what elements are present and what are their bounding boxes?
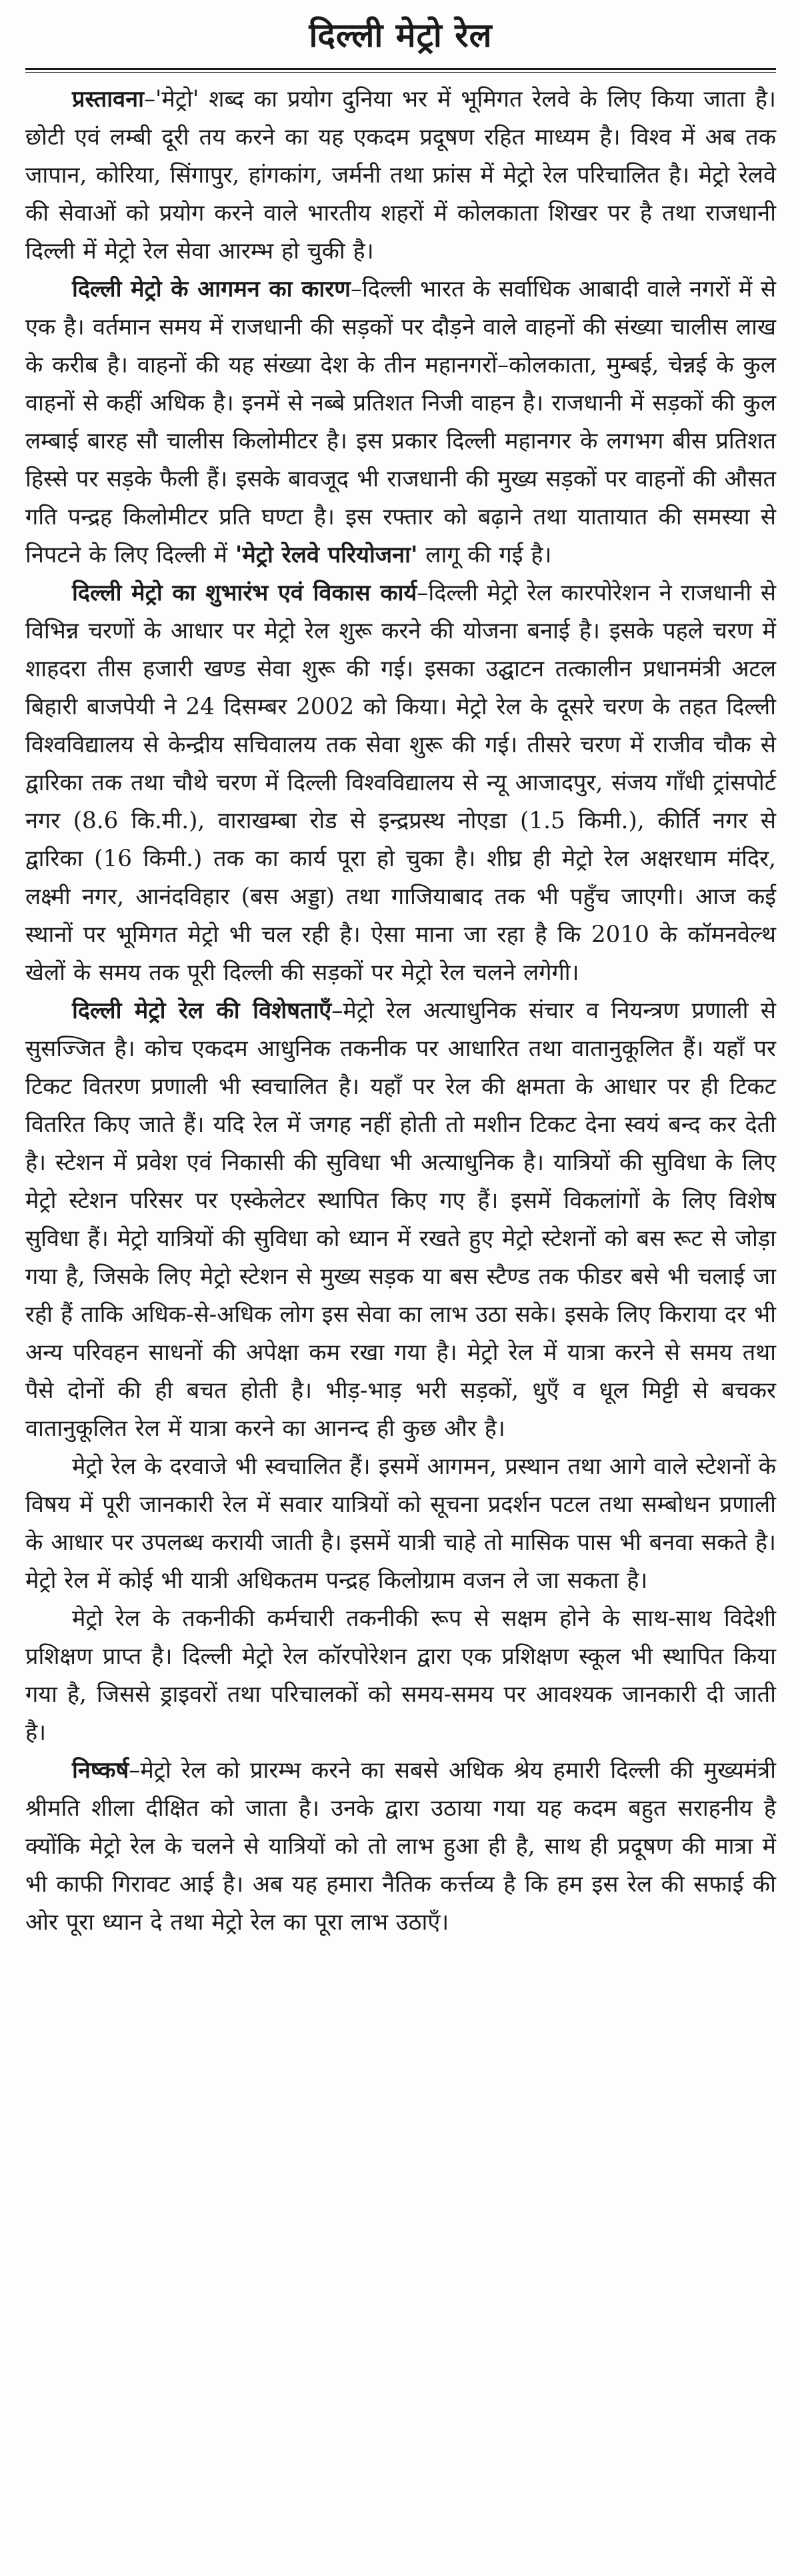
- paragraph-launch-development: [25, 574, 776, 992]
- paragraph-doors: [25, 1448, 776, 1600]
- paragraph-heading: दिल्ली मेट्रो का शुभारंभ एवं विकास कार्य: [72, 580, 417, 606]
- paragraph-text: –मेट्रो रेल अत्याधुनिक संचार व नियन्त्रण प्रणाली से सुसज्जित है। कोच एकदम आधुनिक तकनीक पर आधारित तथा वातानुकूलित हैं। यहाँ पर टिकट वितरण प्रणाली भी स्वचालित है। यहाँ पर रेल की क्षमता के आधार पर ही टिकट वितरित किए जाते हैं। यदि रेल में जगह नहीं होती तो मशीन टिकट देना स्वयं बन्द कर देती है। स्टेशन में प्रवेश एवं निकासी की सुविधा भी अत्याधुनिक है। यात्रियों की सुविधा के लिए मेट्रो स्टेशन परिसर पर एस्केलेटर स्थापित किए गए हैं। इसमें विकलांगों के लिए विशेष सुविधा हैं। मेट्रो यात्रियों की सुविधा को ध्यान में रखते हुए मेट्रो स्टेशनों को बस रूट से जोड़ा गया है, जिसके लिए मेट्रो स्टेशन से मुख्य सड़क या बस स्टैण्ड तक फीडर बसे भी चलाई जा रही हैं ताकि अधिक-से-अधिक लोग इस सेवा का लाभ उठा सके। इसके लिए किराया दर भी अन्य परिवहन साधनों की अपेक्षा कम रखा गया है। मेट्रो रेल में यात्रा करने से समय तथा पैसे दोनों की ही बचत होती है। भीड़-भाड़ भरी सड़कों, धुएँ व धूल मिट्टी से बचकर वातानुकूलित रेल में यात्रा करने का आनन्द ही कुछ और है।: [25, 997, 776, 1442]
- paragraph-introduction: [25, 81, 776, 271]
- page-title: दिल्ली मेट्रो रेल: [309, 16, 493, 55]
- paragraph-features: [25, 992, 776, 1448]
- paragraph-heading: दिल्ली मेट्रो के आगमन का कारण: [72, 276, 351, 303]
- paragraph-text: –'मेट्रो' शब्द का प्रयोग दुनिया भर में भूमिगत रेलवे के लिए किया जाता है। छोटी एवं लम्बी दूरी तय करने का यह एकदम प्रदूषण रहित माध्यम है। विश्व में अब तक जापान, कोरिया, सिंगापुर, हांगकांग, जर्मनी तथा फ्रांस में मेट्रो रेल परिचालित है। मेट्रो रेलवे की सेवाओं को प्रयोग करने वाले भारतीय शहरों में कोलकाता शिखर पर है तथा राजधानी दिल्ली में मेट्रो रेल सेवा आरम्भ हो चुकी है।: [25, 86, 776, 265]
- title-divider: [25, 68, 776, 73]
- paragraph-heading: प्रस्तावना: [72, 86, 144, 113]
- paragraph-staff: [25, 1600, 776, 1752]
- paragraph-heading: निष्कर्ष: [72, 1757, 129, 1784]
- paragraph-heading: दिल्ली मेट्रो रेल की विशेषताएँ: [72, 997, 332, 1024]
- paragraph-text: मेट्रो रेल के तकनीकी कर्मचारी तकनीकी रूप से सक्षम होने के साथ-साथ विदेशी प्रशिक्षण प्राप्त है। दिल्ली मेट्रो रेल कॉरपोरेशन द्वारा एक प्रशिक्षण स्कूल भी स्थापित किया गया है, जिससे ड्राइवरों तथा परिचालकों को समय-समय पर आवश्यक जानकारी दी जाती है।: [25, 1605, 776, 1746]
- paragraph-bold-phrase: 'मेट्रो रेलवे परियोजना': [235, 542, 418, 568]
- paragraph-conclusion: [25, 1752, 776, 1942]
- paragraph-text-after: लागू की गई है।: [417, 542, 552, 568]
- paragraph-text: मेट्रो रेल के दरवाजे भी स्वचालित हैं। इसमें आगमन, प्रस्थान तथा आगे वाले स्टेशनों के विषय में पूरी जानकारी रेल में सवार यात्रियों को सूचना प्रदर्शन पटल तथा सम्बोधन प्रणाली के आधार पर उपलब्ध करायी जाती है। इसमें यात्री चाहे तो मासिक पास भी बनवा सकते है। मेट्रो रेल में कोई भी यात्री अधिकतम पन्द्रह किलोग्राम वजन ले जा सकता है।: [25, 1453, 776, 1594]
- paragraph-text: –मेट्रो रेल को प्रारम्भ करने का सबसे अधिक श्रेय हमारी दिल्ली की मुख्यमंत्री श्रीमति शीला दीक्षित को जाता है। उनके द्वारा उठाया गया यह कदम बहुत सराहनीय है क्योंकि मेट्रो रेल के चलने से यात्रियों को तो लाभ हुआ ही है, साथ ही प्रदूषण की मात्रा में भी काफी गिरावट आई है। अब यह हमारा नैतिक कर्त्तव्य है कि हम इस रेल की सफाई की ओर पूरा ध्यान दे तथा मेट्रो रेल का पूरा लाभ उठाएँ।: [25, 1757, 776, 1936]
- paragraph-text: –दिल्ली भारत के सर्वाधिक आबादी वाले नगरों में से एक है। वर्तमान समय में राजधानी की सड़कों पर दौड़ने वाले वाहनों की संख्या चालीस लाख के करीब है। वाहनों की यह संख्या देश के तीन महानगरों–कोलकाता, मुम्बई, चेन्नई के कुल वाहनों से कहीं अधिक है। इनमें से नब्बे प्रतिशत निजी वाहन है। राजधानी में सड़कों की कुल लम्बाई बारह सौ चालीस किलोमीटर है। इस प्रकार दिल्ली महानगर के लगभग बीस प्रतिशत हिस्से पर सड़के फैली हैं। इसके बावजूद भी राजधानी की मुख्य सड़कों पर वाहनों की औसत गति पन्द्रह किलोमीटर प्रति घण्टा है। इस रफ्तार को बढ़ाने तथा यातायात की समस्या से निपटने के लिए दिल्ली में: [25, 276, 776, 568]
- paragraph-reason: [25, 271, 776, 574]
- paragraph-text: –दिल्ली मेट्रो रेल कारपोरेशन ने राजधानी से विभिन्न चरणों के आधार पर मेट्रो रेल शुरू करने की योजना बनाई है। इसके पहले चरण में शाहदरा तीस हजारी खण्ड सेवा शुरू की गई। इसका उद्घाटन तत्कालीन प्रधानमंत्री अटल बिहारी बाजपेयी ने 24 दिसम्बर 2002 को किया। मेट्रो रेल के दूसरे चरण के तहत दिल्ली विश्वविद्यालय से केन्द्रीय सचिवालय तक सेवा शुरू की गई। तीसरे चरण में राजीव चौक से द्वारिका तक तथा चौथे चरण में दिल्ली विश्वविद्यालय से न्यू आजादपुर, संजय गाँधी ट्रांसपोर्ट नगर (8.6 कि.मी.), वाराखम्बा रोड से इन्द्रप्रस्थ नोएडा (1.5 किमी.), कीर्ति नगर से द्वारिका (16 किमी.) तक का कार्य पूरा हो चुका है। शीघ्र ही मेट्रो रेल अक्षरधाम मंदिर, लक्ष्मी नगर, आनंदविहार (बस अड्डा) तथा गाजियाबाद तक भी पहुँच जाएगी। आज कई स्थानों पर भूमिगत मेट्रो भी चल रही है। ऐसा माना जा रहा है कि 2010 के कॉमनवेल्थ खेलों के समय तक पूरी दिल्ली की सड़कों पर मेट्रो रेल चलने लगेगी।: [25, 580, 776, 986]
